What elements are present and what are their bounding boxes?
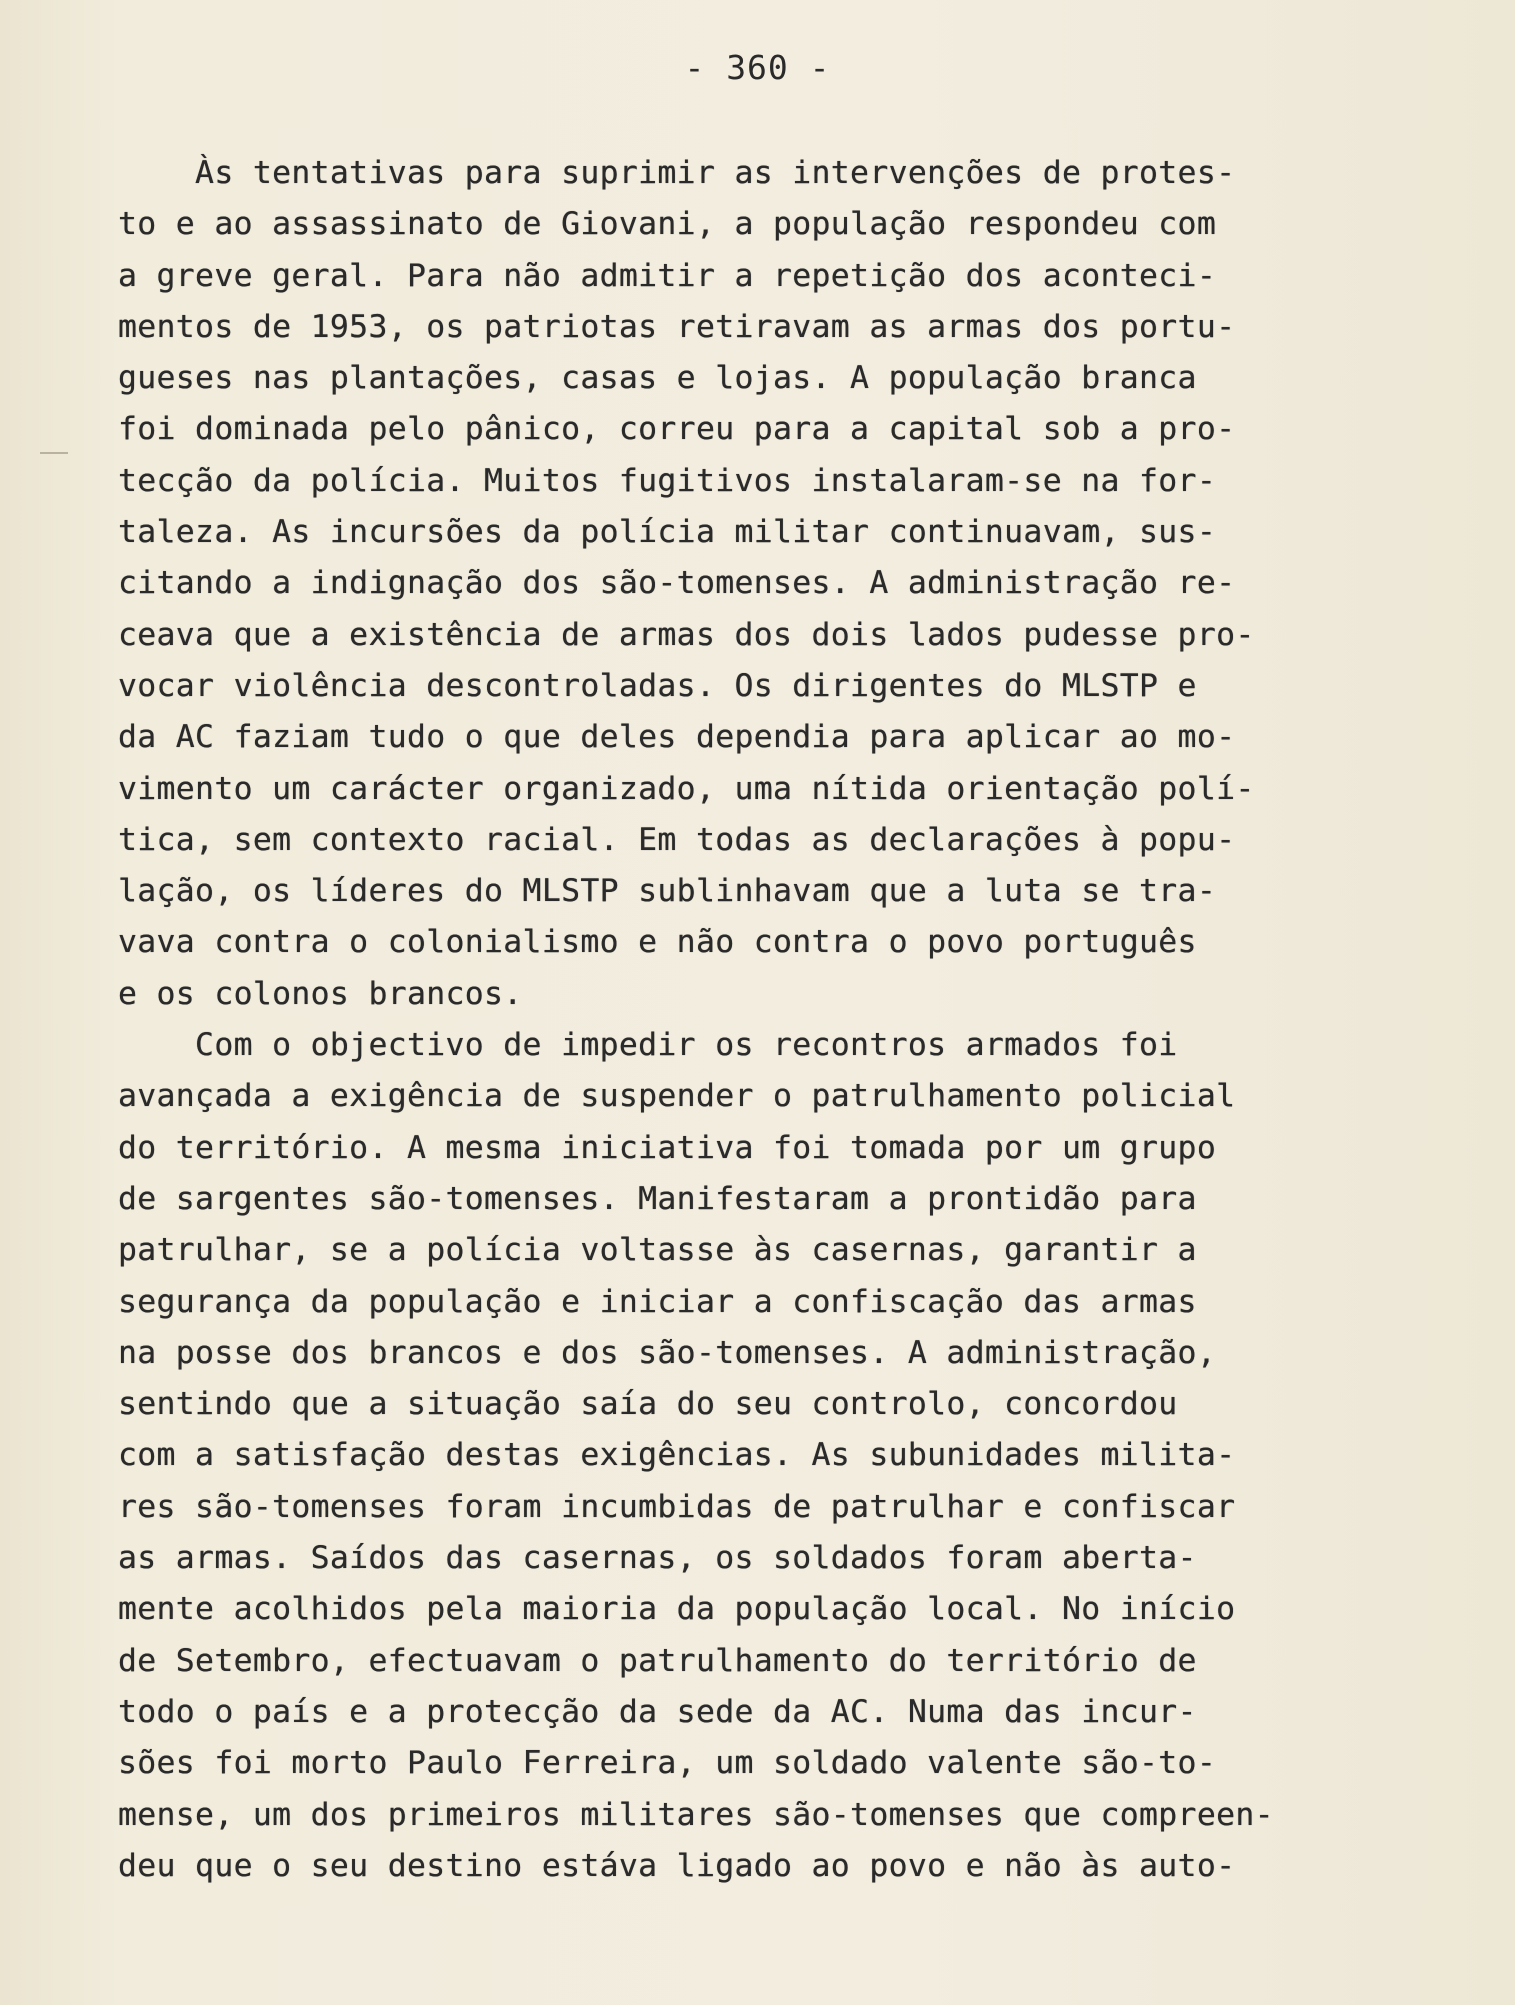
text-line: e os colonos brancos. <box>118 975 523 1012</box>
text-line: mentos de 1953, os patriotas retiravam as armas dos portu- <box>118 308 1236 345</box>
text-line: vocar violência descontroladas. Os dirigentes do MLSTP e <box>118 667 1197 704</box>
page-number: - 360 - <box>684 48 831 87</box>
text-line: sões foi morto Paulo Ferreira, um soldado valente são-to- <box>118 1745 1217 1782</box>
text-line: to e ao assassinato de Giovani, a população respondeu com <box>118 206 1217 243</box>
body-text <box>118 148 1418 1892</box>
text-line: a greve geral. Para não admitir a repetição dos aconteci- <box>118 257 1217 294</box>
text-line: avançada a exigência de suspender o patrulhamento policial <box>118 1078 1236 1115</box>
text-line: ceava que a existência de armas dos dois lados pudesse pro- <box>118 616 1255 653</box>
text-line: foi dominada pelo pânico, correu para a capital sob a pro- <box>118 411 1236 448</box>
text-line: gueses nas plantações, casas e lojas. A população branca <box>118 360 1197 397</box>
text-line: na posse dos brancos e dos são-tomenses. A administração, <box>118 1334 1217 1371</box>
margin-mark <box>40 452 68 454</box>
text-line: res são-tomenses foram incumbidas de patrulhar e confiscar <box>118 1488 1236 1525</box>
text-line: lação, os líderes do MLSTP sublinhavam que a luta se tra- <box>118 873 1217 910</box>
text-line: mente acolhidos pela maioria da população local. No início <box>118 1591 1236 1628</box>
text-line: com a satisfação destas exigências. As subunidades milita- <box>118 1437 1236 1474</box>
text-line: de Setembro, efectuavam o patrulhamento do território de <box>118 1642 1197 1679</box>
text-line: do território. A mesma iniciativa foi tomada por um grupo <box>118 1129 1217 1166</box>
text-line: de sargentes são-tomenses. Manifestaram a prontidão para <box>118 1180 1197 1217</box>
text-line: vava contra o colonialismo e não contra o povo português <box>118 924 1197 961</box>
text-line: vimento um carácter organizado, uma nítida orientação polí- <box>118 770 1255 807</box>
text-line: Com o objectivo de impedir os recontros armados foi <box>118 1027 1178 1064</box>
text-line: todo o país e a protecção da sede da AC. Numa das incur- <box>118 1693 1197 1730</box>
text-line: as armas. Saídos das casernas, os soldados foram aberta- <box>118 1540 1197 1577</box>
text-line: sentindo que a situação saía do seu controlo, concordou <box>118 1386 1178 1423</box>
text-line: taleza. As incursões da polícia militar continuavam, sus- <box>118 514 1217 551</box>
text-line: tica, sem contexto racial. Em todas as declarações à popu- <box>118 821 1236 858</box>
text-line: tecção da polícia. Muitos fugitivos instalaram-se na for- <box>118 462 1217 499</box>
text-line: patrulhar, se a polícia voltasse às casernas, garantir a <box>118 1232 1197 1269</box>
text-line: Às tentativas para suprimir as intervenções de protes- <box>118 155 1236 191</box>
text-line: deu que o seu destino estáva ligado ao povo e não às auto- <box>118 1847 1236 1884</box>
text-line: mense, um dos primeiros militares são-tomenses que compreen- <box>118 1796 1274 1833</box>
text-line: segurança da população e iniciar a confiscação das armas <box>118 1283 1197 1320</box>
text-line: citando a indignação dos são-tomenses. A administração re- <box>118 565 1236 602</box>
text-line: da AC faziam tudo o que deles dependia para aplicar ao mo- <box>118 719 1236 756</box>
